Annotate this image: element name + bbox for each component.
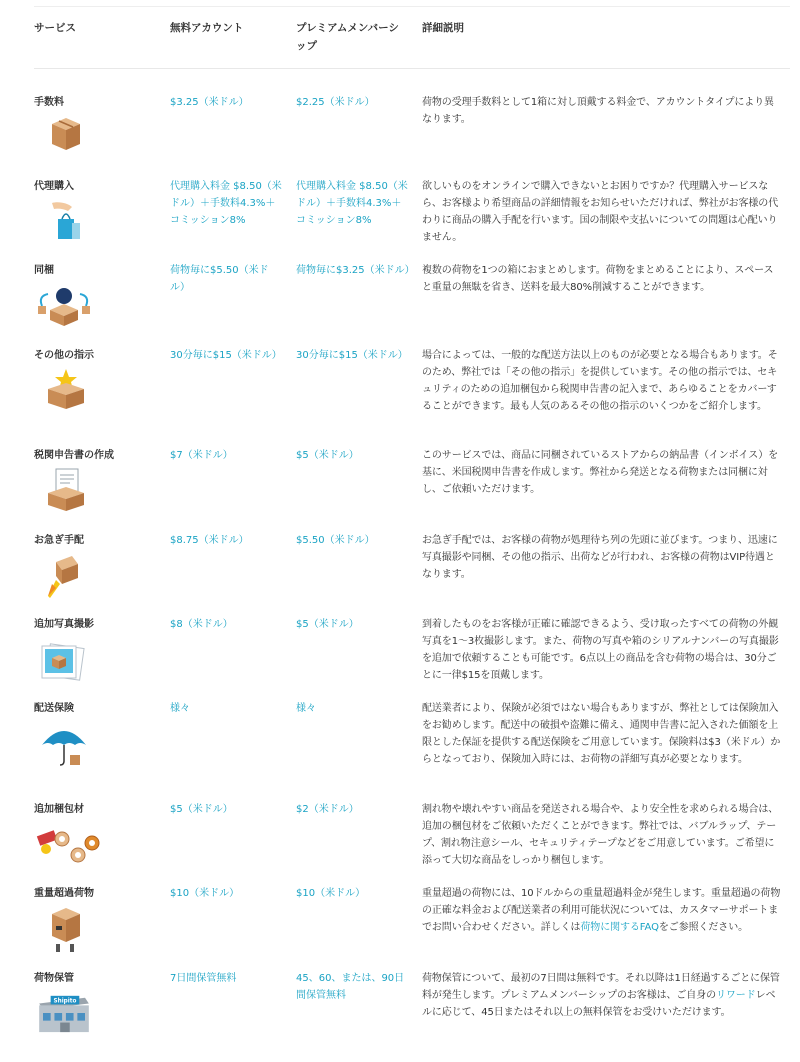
premium-price: $5（米ドル） [296, 619, 359, 630]
premium-price: 30分毎に$15（米ドル） [296, 350, 408, 361]
service-description [422, 885, 782, 936]
free-price: 様々 [170, 703, 190, 714]
premium-price: $10（米ドル） [296, 888, 366, 899]
heavy-box-icon [34, 907, 94, 953]
photo-icon [34, 640, 94, 684]
packing-tape-icon [34, 821, 104, 865]
rewards-link[interactable]: リワード [716, 990, 756, 1001]
service-description: 配送業者により、保険が必須ではない場合もありますが、弊社としては保険加入をお勧めします。配送中の破損や盗難に備え、通関申告書に記入された価額を上限とした保証を提供する配送保険をご用意しています。保険料は$3（米ドル）からとなっており、保険加入時には、お荷物の詳細写真が必要となります。 [422, 703, 781, 765]
premium-price: 代理購入料金 $8.50（米ドル）＋手数料4.3%＋コミッション8% [296, 181, 408, 226]
box-icon [34, 114, 94, 158]
header-premium: プレミアムメンバーシップ [296, 22, 399, 52]
premium-price: $5（米ドル） [296, 450, 359, 461]
service-description: 割れ物や壊れやすい商品を発送される場合や、より安全性を求められる場合は、追加の梱包材をご依頼いただくことができます。弊社では、バブルラップ、テープ、割れ物注意シール、セキュリティテープなどをご用意しています。ご希望に添って大切な商品をしっかり梱包します。 [422, 804, 779, 866]
rocket-box-icon [34, 552, 94, 600]
service-description: 荷物の受理手数料として1箱に対し頂戴する料金で、アカウントタイプにより異なります。 [422, 97, 774, 125]
description-text: 荷物保管について、最初の7日間は無料です。それ以降は1日経過するごとに保管料が発生します。プレミアムメンバーシップのお客様は、ご自身の [422, 973, 780, 1001]
service-name: その他の指示 [34, 350, 94, 361]
table-header [34, 14, 790, 69]
premium-price: 荷物毎に$3.25（米ドル） [296, 265, 415, 276]
shopping-bag-icon [34, 196, 94, 246]
service-name: お急ぎ手配 [34, 535, 84, 546]
warehouse-sign: Shipito [53, 998, 77, 1005]
header-details: 詳細説明 [422, 22, 464, 34]
free-price: 30分毎に$15（米ドル） [170, 350, 282, 361]
service-name: 重量超過荷物 [34, 888, 94, 899]
premium-price: $2.25（米ドル） [296, 97, 375, 108]
premium-price: 45、60、または、90日間保管無料 [296, 973, 405, 1001]
free-price: $8（米ドル） [170, 619, 233, 630]
description-text: 重量超過の荷物には、10ドルからの重量超過料金が発生します。重量超過の荷物の正確な料金および配送業者の利用可能状況については、カスタマーサポートまでお問い合わせください。詳しくは [422, 888, 781, 933]
premium-price: 様々 [296, 703, 316, 714]
star-box-icon [34, 367, 94, 411]
warehouse-icon [34, 992, 94, 1034]
header-service: サービス [34, 22, 76, 34]
umbrella-icon [34, 720, 94, 770]
service-description: このサービスでは、商品に同梱されているストアからの納品書（インボイス）を基に、米国税関申告書を作成します。弊社から発送となる荷物または同梱に対し、ご依頼いただけます。 [422, 450, 778, 495]
free-price: 代理購入料金 $8.50（米ドル）＋手数料4.3%＋コミッション8% [170, 181, 282, 226]
free-price: $5（米ドル） [170, 804, 233, 815]
service-description: 到着したものをお客様が正確に確認できるよう、受け取ったすべての荷物の外観写真を1〜3枚撮影します。また、荷物の写真や箱のシリアルナンバーの写真撮影を追加で依頼することも可能です。6点以上の商品を含む荷物の場合は、30分ごとに一律$15を頂戴します。 [422, 619, 779, 681]
service-description: 欲しいものをオンラインで購入できないとお困りですか？代理購入サービスなら、お客様より希望商品の詳細情報をお知らせいただければ、弊社がお客様の代わりに商品の購入手配を行います。国の制限や支払いについての問題は心配いりません。 [422, 181, 779, 243]
free-price: $7（米ドル） [170, 450, 233, 461]
service-name: 税関申告書の作成 [34, 450, 114, 461]
service-description: お急ぎ手配では、お客様の荷物が処理待ち列の先頭に並びます。つまり、迅速に写真撮影や同梱、その他の指示、出荷などが行われ、お客様の荷物はVIP待遇となります。 [422, 535, 778, 580]
service-name: 同梱 [34, 265, 54, 276]
service-description [422, 970, 782, 1021]
service-name: 荷物保管 [34, 973, 74, 984]
premium-price: $2（米ドル） [296, 804, 359, 815]
free-price: 7日間保管無料 [170, 973, 237, 984]
document-box-icon [34, 467, 94, 511]
service-description: 場合によっては、一般的な配送方法以上のものが必要となる場合もあります。そのため、弊社では「その他の指示」を提供しています。その他の指示では、セキュリティのための追加梱包から税関申告書の記入まで、あらゆることをカバーすることができます。最も人気のあるその他の指示のいくつかをご紹介します。 [422, 350, 778, 412]
free-price: $8.75（米ドル） [170, 535, 249, 546]
service-name: 代理購入 [34, 181, 74, 192]
free-price: $3.25（米ドル） [170, 97, 249, 108]
premium-price: $5.50（米ドル） [296, 535, 375, 546]
service-name: 配送保険 [34, 703, 74, 714]
faq-link[interactable]: 荷物に関するFAQ [580, 922, 659, 933]
free-price: 荷物毎に$5.50（米ドル） [170, 265, 269, 293]
description-text: レベルに応じて、45日またはそれ以上の無料保管をお受けいただけます。 [422, 990, 776, 1018]
service-name: 追加梱包材 [34, 804, 84, 815]
description-text: をご参照ください。 [658, 922, 748, 933]
top-divider [34, 6, 790, 7]
free-price: $10（米ドル） [170, 888, 240, 899]
service-description: 複数の荷物を1つの箱におまとめします。荷物をまとめることにより、スペースと重量の無駄を省き、送料を最大80%削減することができます。 [422, 265, 774, 293]
service-name: 手数料 [34, 97, 64, 108]
header-free-account: 無料アカウント [170, 22, 244, 34]
consolidation-icon [34, 282, 94, 326]
service-name: 追加写真撮影 [34, 619, 94, 630]
